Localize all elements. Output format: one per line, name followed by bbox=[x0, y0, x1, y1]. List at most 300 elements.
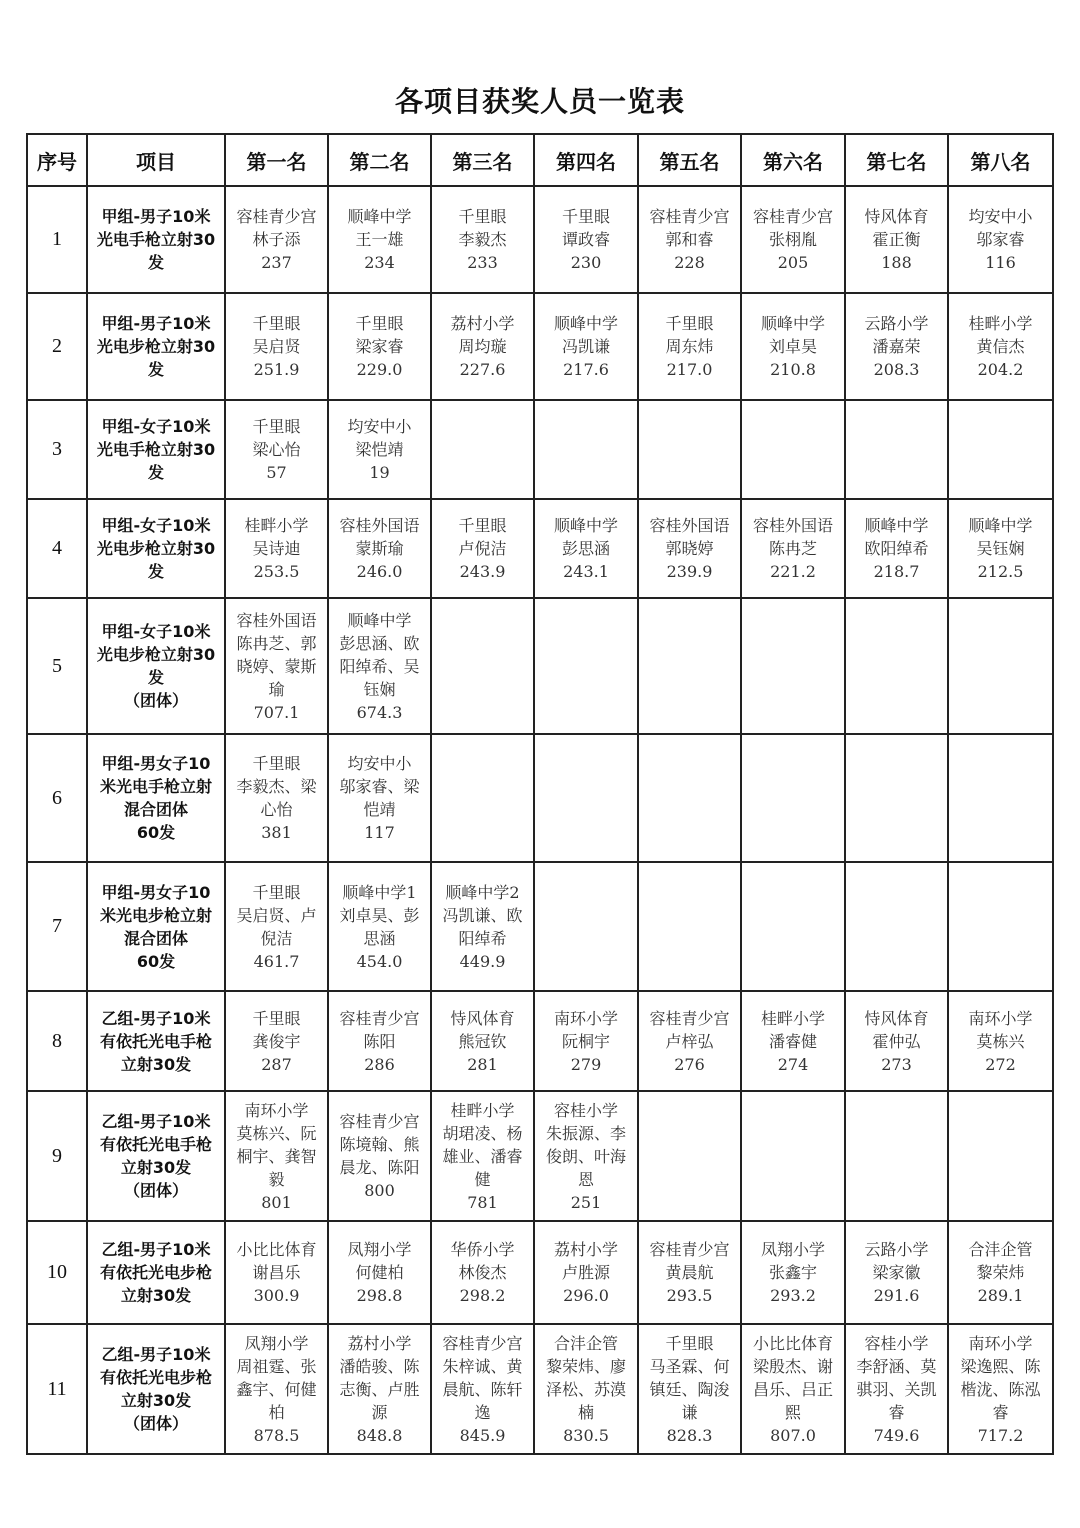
rank-6-cell bbox=[741, 1324, 845, 1454]
table-row bbox=[27, 400, 1053, 499]
athlete-names: 黄晨航 bbox=[665, 1263, 714, 1282]
project-name-line: （团体） bbox=[123, 691, 188, 710]
header-no: 序号 bbox=[27, 134, 87, 186]
project-name-line: 混合团体 bbox=[123, 928, 188, 948]
project-name-line: （团体） bbox=[123, 1181, 188, 1200]
athlete-names: 张栩胤 bbox=[768, 230, 817, 249]
rank-1-cell bbox=[225, 862, 328, 991]
school-name: 顺峰中学 bbox=[347, 207, 412, 226]
school-name: 均安中小 bbox=[347, 754, 412, 773]
score: 117 bbox=[364, 823, 395, 842]
athlete-names: 睿 bbox=[992, 1402, 1009, 1422]
school-name: 南环小学 bbox=[968, 1008, 1033, 1028]
header-project: 项目 bbox=[87, 134, 225, 186]
rank-7-cell bbox=[845, 293, 948, 400]
row-number: 3 bbox=[27, 400, 87, 499]
project-name bbox=[87, 293, 225, 400]
rank-6-cell bbox=[741, 862, 845, 991]
athlete-names: 陈冉芝 bbox=[768, 539, 817, 558]
project-name-line: 发 bbox=[147, 668, 164, 687]
athlete-names: 朱振源、李 bbox=[545, 1123, 626, 1143]
table-row bbox=[27, 1091, 1053, 1221]
athlete-names: 蒙斯瑜 bbox=[355, 539, 404, 558]
table-row bbox=[27, 186, 1053, 293]
school-name: 桂畔小学 bbox=[968, 314, 1033, 333]
athlete-names: 吴启贤 bbox=[252, 337, 301, 356]
row-number: 2 bbox=[27, 293, 87, 400]
school-name: 容桂青少宫 bbox=[442, 1333, 523, 1353]
athlete-names: 谭政睿 bbox=[561, 230, 610, 249]
rank-4-cell bbox=[534, 1324, 638, 1454]
project-name-line: 甲组-女子10米 bbox=[101, 516, 211, 535]
project-name-line: 甲组-女子10米 bbox=[101, 417, 211, 436]
rank-5-cell bbox=[638, 1324, 741, 1454]
school-name: 容桂外国语 bbox=[339, 516, 420, 535]
score: 828.3 bbox=[666, 1425, 713, 1445]
rank-2-cell bbox=[328, 1091, 431, 1221]
score: 717.2 bbox=[977, 1425, 1024, 1445]
rank-1-cell bbox=[225, 1221, 328, 1324]
project-name bbox=[87, 862, 225, 991]
rank-8-cell bbox=[948, 1091, 1053, 1221]
athlete-names: 吴诗迪 bbox=[252, 539, 301, 558]
project-name-line: 甲组-男女子10 bbox=[101, 754, 211, 773]
school-name: 容桂外国语 bbox=[752, 516, 833, 535]
school-name: 千里眼 bbox=[252, 417, 301, 436]
score: 461.7 bbox=[253, 951, 300, 971]
school-name: 容桂青少宫 bbox=[752, 207, 833, 226]
athlete-names: 梁心怡 bbox=[252, 440, 301, 459]
school-name: 合沣企管 bbox=[968, 1240, 1033, 1259]
score: 674.3 bbox=[356, 702, 403, 722]
rank-8-cell bbox=[948, 991, 1053, 1091]
row-number: 11 bbox=[27, 1324, 87, 1454]
school-name: 恃风体育 bbox=[450, 1008, 515, 1028]
project-name-line: 发 bbox=[147, 360, 164, 379]
school-name: 千里眼 bbox=[252, 314, 301, 333]
athlete-names: 梁恺靖 bbox=[355, 440, 404, 459]
header-row bbox=[27, 134, 1053, 186]
athlete-names: 雄业、潘睿 bbox=[442, 1146, 523, 1166]
athlete-names: 陈阳 bbox=[363, 1031, 396, 1051]
athlete-names: 王一雄 bbox=[355, 230, 404, 249]
score: 243.9 bbox=[459, 562, 506, 581]
score: 800 bbox=[364, 1181, 395, 1200]
rank-2-cell bbox=[328, 293, 431, 400]
rank-4-cell bbox=[534, 186, 638, 293]
rank-3-cell bbox=[431, 1324, 534, 1454]
table-row bbox=[27, 991, 1053, 1091]
score: 848.8 bbox=[356, 1425, 403, 1445]
athlete-names: 晨航、陈轩 bbox=[442, 1379, 523, 1399]
athlete-names: 马圣霖、何 bbox=[649, 1356, 730, 1376]
rank-5-cell bbox=[638, 991, 741, 1091]
rank-6-cell bbox=[741, 1221, 845, 1324]
athlete-names: 谦 bbox=[681, 1402, 698, 1422]
athlete-names: 熙 bbox=[784, 1402, 801, 1422]
project-name bbox=[87, 1091, 225, 1221]
project-name-line: 乙组-男子10米 bbox=[101, 1008, 211, 1028]
athlete-names: 霍仲弘 bbox=[872, 1031, 921, 1051]
school-name: 凤翔小学 bbox=[244, 1333, 309, 1353]
project-name-line: 乙组-男子10米 bbox=[101, 1345, 211, 1364]
school-name: 容桂青少宫 bbox=[649, 1240, 730, 1259]
athlete-names: 昌乐、吕正 bbox=[752, 1379, 833, 1399]
score: 217.0 bbox=[666, 360, 713, 379]
athlete-names: 吴钰娴 bbox=[976, 539, 1025, 558]
school-name: 均安中小 bbox=[347, 417, 412, 436]
athlete-names: 逸 bbox=[474, 1402, 491, 1422]
athlete-names: 陈境翰、熊 bbox=[339, 1135, 420, 1154]
project-name-line: 乙组-男子10米 bbox=[101, 1240, 211, 1259]
athlete-names: 恺靖 bbox=[363, 800, 396, 819]
athlete-names: 卢胜源 bbox=[561, 1263, 610, 1282]
school-name: 千里眼 bbox=[665, 1333, 714, 1353]
school-name: 容桂小学 bbox=[864, 1333, 929, 1353]
score: 234 bbox=[364, 253, 395, 272]
rank-5-cell bbox=[638, 862, 741, 991]
athlete-names: 朱梓诚、黄 bbox=[442, 1356, 523, 1376]
athlete-names: 梁家睿 bbox=[355, 337, 404, 356]
score: 188 bbox=[881, 253, 912, 272]
score: 227.6 bbox=[459, 360, 506, 379]
rank-8-cell bbox=[948, 499, 1053, 598]
rank-8-cell bbox=[948, 734, 1053, 862]
school-name: 容桂外国语 bbox=[649, 516, 730, 535]
project-name-line: 60发 bbox=[136, 951, 176, 971]
project-name-line: 甲组-男子10米 bbox=[101, 314, 211, 333]
rank-3-cell bbox=[431, 293, 534, 400]
row-number: 10 bbox=[27, 1221, 87, 1324]
score: 251.9 bbox=[253, 360, 300, 379]
score: 287 bbox=[261, 1054, 292, 1074]
school-name: 荔村小学 bbox=[347, 1333, 412, 1353]
score: 449.9 bbox=[459, 951, 506, 971]
project-name-line: 光电步枪立射30 bbox=[96, 645, 216, 664]
score: 274 bbox=[777, 1054, 809, 1074]
athlete-names: 邬家睿、梁 bbox=[339, 777, 420, 796]
project-name-line: 甲组-男女子10 bbox=[101, 882, 211, 902]
project-name bbox=[87, 1324, 225, 1454]
awards-body bbox=[27, 186, 1053, 1454]
athlete-names: 黄信杰 bbox=[976, 337, 1025, 356]
score: 291.6 bbox=[873, 1286, 920, 1305]
school-name: 顺峰中学 bbox=[553, 516, 618, 535]
rank-2-cell bbox=[328, 991, 431, 1091]
athlete-names: 黎荣炜 bbox=[976, 1263, 1025, 1282]
athlete-names: 潘嘉荣 bbox=[872, 337, 921, 356]
rank-3-cell bbox=[431, 862, 534, 991]
row-number: 5 bbox=[27, 598, 87, 734]
athlete-names: 李舒涵、莫 bbox=[856, 1356, 937, 1376]
project-name bbox=[87, 991, 225, 1091]
athlete-names: 欧阳绰希 bbox=[864, 539, 929, 558]
project-name-line: 有依托光电手枪 bbox=[99, 1031, 212, 1051]
header-rank-8: 第八名 bbox=[948, 134, 1053, 186]
rank-6-cell bbox=[741, 991, 845, 1091]
project-name bbox=[87, 400, 225, 499]
score: 781 bbox=[467, 1192, 498, 1212]
athlete-names: 恩 bbox=[577, 1169, 594, 1189]
score: 205 bbox=[777, 253, 809, 272]
school-name: 千里眼 bbox=[252, 754, 301, 773]
table-row bbox=[27, 1221, 1053, 1324]
athlete-names: 刘卓昊、彭 bbox=[339, 905, 420, 925]
score: 19 bbox=[369, 463, 390, 482]
athlete-names: 倪洁 bbox=[260, 928, 293, 948]
project-name-line: 发 bbox=[147, 562, 164, 581]
rank-6-cell bbox=[741, 734, 845, 862]
score: 57 bbox=[266, 463, 287, 482]
project-name-line: 立射30发 bbox=[120, 1054, 192, 1074]
school-name: 顺峰中学 bbox=[760, 314, 825, 333]
rank-8-cell bbox=[948, 1324, 1053, 1454]
score: 707.1 bbox=[253, 702, 300, 722]
project-name-line: 乙组-男子10米 bbox=[101, 1112, 211, 1131]
school-name: 合沣企管 bbox=[553, 1333, 618, 1353]
athlete-names: 林俊杰 bbox=[458, 1263, 507, 1282]
score: 276 bbox=[674, 1054, 705, 1074]
athlete-names: 潘皓骏、陈 bbox=[339, 1356, 420, 1376]
score: 221.2 bbox=[770, 562, 816, 581]
rank-2-cell bbox=[328, 862, 431, 991]
rank-4-cell bbox=[534, 499, 638, 598]
school-name: 顺峰中学2 bbox=[445, 882, 520, 902]
rank-6-cell bbox=[741, 1091, 845, 1221]
project-name-line: 甲组-女子10米 bbox=[101, 622, 211, 641]
school-name: 云路小学 bbox=[864, 314, 929, 333]
rank-3-cell bbox=[431, 1091, 534, 1221]
athlete-names: 志衡、卢胜 bbox=[339, 1379, 420, 1399]
score: 218.7 bbox=[873, 562, 920, 581]
rank-1-cell bbox=[225, 499, 328, 598]
school-name: 桂畔小学 bbox=[244, 516, 309, 535]
score: 208.3 bbox=[873, 360, 920, 379]
athlete-names: 张鑫宇 bbox=[768, 1263, 817, 1282]
athlete-names: 陈冉芝、郭 bbox=[236, 633, 317, 653]
score: 381 bbox=[261, 823, 292, 842]
rank-1-cell bbox=[225, 598, 328, 734]
school-name: 千里眼 bbox=[252, 882, 301, 902]
school-name: 荔村小学 bbox=[553, 1240, 618, 1259]
school-name: 容桂青少宫 bbox=[339, 1112, 420, 1131]
rank-5-cell bbox=[638, 186, 741, 293]
score: 807.0 bbox=[770, 1425, 816, 1445]
rank-5-cell bbox=[638, 400, 741, 499]
score: 237 bbox=[261, 253, 292, 272]
athlete-names: 桐宇、龚智 bbox=[236, 1146, 317, 1166]
school-name: 南环小学 bbox=[244, 1100, 309, 1120]
school-name: 千里眼 bbox=[665, 314, 714, 333]
score: 251 bbox=[570, 1192, 602, 1212]
score: 228 bbox=[674, 253, 705, 272]
athlete-names: 龚俊宇 bbox=[252, 1031, 301, 1051]
header-rank-4: 第四名 bbox=[534, 134, 638, 186]
row-number: 1 bbox=[27, 186, 87, 293]
score: 239.9 bbox=[666, 562, 713, 581]
rank-7-cell bbox=[845, 1221, 948, 1324]
school-name: 恃风体育 bbox=[864, 1008, 929, 1028]
school-name: 容桂外国语 bbox=[236, 610, 317, 630]
school-name: 南环小学 bbox=[553, 1008, 618, 1028]
school-name: 千里眼 bbox=[355, 314, 404, 333]
header-rank-6: 第六名 bbox=[741, 134, 845, 186]
athlete-names: 熊冠钦 bbox=[458, 1031, 507, 1051]
rank-7-cell bbox=[845, 186, 948, 293]
athlete-names: 健 bbox=[474, 1169, 491, 1189]
athlete-names: 邬家睿 bbox=[976, 230, 1025, 249]
athlete-names: 钰娴 bbox=[363, 679, 396, 699]
rank-1-cell bbox=[225, 400, 328, 499]
athlete-names: 心怡 bbox=[260, 800, 293, 819]
school-name: 荔村小学 bbox=[450, 314, 515, 333]
header-rank-2: 第二名 bbox=[328, 134, 431, 186]
rank-4-cell bbox=[534, 862, 638, 991]
athlete-names: 郭晓婷 bbox=[665, 539, 714, 558]
athlete-names: 瑜 bbox=[268, 679, 285, 699]
project-name-line: 米光电手枪立射 bbox=[99, 777, 212, 796]
school-name: 小比比体育 bbox=[236, 1240, 317, 1259]
athlete-names: 霍正衡 bbox=[872, 230, 921, 249]
score: 749.6 bbox=[873, 1425, 920, 1445]
project-name-line: 有依托光电步枪 bbox=[99, 1368, 212, 1387]
rank-7-cell bbox=[845, 862, 948, 991]
rank-1-cell bbox=[225, 186, 328, 293]
table-row bbox=[27, 499, 1053, 598]
project-name-line: 米光电步枪立射 bbox=[99, 905, 212, 925]
rank-4-cell bbox=[534, 598, 638, 734]
row-number: 7 bbox=[27, 862, 87, 991]
score: 298.2 bbox=[459, 1286, 506, 1305]
project-name-line: 光电步枪立射30 bbox=[96, 539, 216, 558]
athlete-names: 晨龙、陈阳 bbox=[339, 1158, 420, 1177]
athlete-names: 梁逸熙、陈 bbox=[960, 1356, 1041, 1376]
rank-6-cell bbox=[741, 400, 845, 499]
score: 454.0 bbox=[356, 951, 403, 971]
school-name: 顺峰中学 bbox=[968, 516, 1033, 535]
table-row bbox=[27, 862, 1053, 991]
rank-5-cell bbox=[638, 1091, 741, 1221]
athlete-names: 谢昌乐 bbox=[252, 1263, 301, 1282]
project-name-line: （团体） bbox=[123, 1414, 188, 1433]
rank-7-cell bbox=[845, 598, 948, 734]
project-name bbox=[87, 186, 225, 293]
athlete-names: 潘睿健 bbox=[768, 1031, 817, 1051]
project-name-line: 光电手枪立射30 bbox=[96, 440, 216, 459]
row-number: 6 bbox=[27, 734, 87, 862]
score: 217.6 bbox=[563, 360, 609, 379]
rank-3-cell bbox=[431, 598, 534, 734]
school-name: 容桂青少宫 bbox=[236, 207, 317, 226]
athlete-names: 莫栋兴、阮 bbox=[236, 1123, 317, 1143]
school-name: 千里眼 bbox=[458, 516, 507, 535]
score: 300.9 bbox=[253, 1286, 300, 1305]
header-rank-3: 第三名 bbox=[431, 134, 534, 186]
score: 230 bbox=[570, 253, 602, 272]
athlete-names: 梁家徽 bbox=[872, 1263, 921, 1282]
score: 233 bbox=[467, 253, 498, 272]
rank-7-cell bbox=[845, 499, 948, 598]
rank-4-cell bbox=[534, 734, 638, 862]
athlete-names: 楷泷、陈泓 bbox=[960, 1379, 1041, 1399]
athlete-names: 彭思涵、欧 bbox=[339, 633, 420, 653]
athlete-names: 睿 bbox=[888, 1402, 905, 1422]
rank-6-cell bbox=[741, 186, 845, 293]
school-name: 千里眼 bbox=[458, 207, 507, 226]
rank-4-cell bbox=[534, 293, 638, 400]
score: 293.5 bbox=[666, 1286, 713, 1305]
score: 212.5 bbox=[977, 562, 1024, 581]
awards-table bbox=[26, 133, 1054, 1455]
athlete-names: 莫栋兴 bbox=[976, 1031, 1025, 1051]
rank-3-cell bbox=[431, 1221, 534, 1324]
project-name bbox=[87, 598, 225, 734]
rank-2-cell bbox=[328, 186, 431, 293]
score: 830.5 bbox=[563, 1425, 609, 1445]
score: 243.1 bbox=[563, 562, 609, 581]
school-name: 容桂青少宫 bbox=[649, 207, 730, 226]
rank-3-cell bbox=[431, 186, 534, 293]
athlete-names: 晓婷、蒙斯 bbox=[236, 656, 317, 676]
rank-4-cell bbox=[534, 400, 638, 499]
athlete-names: 林子添 bbox=[252, 230, 301, 249]
project-name-line: 发 bbox=[147, 463, 164, 482]
athlete-names: 冯凯谦 bbox=[561, 337, 610, 356]
rank-4-cell bbox=[534, 1221, 638, 1324]
rank-1-cell bbox=[225, 1091, 328, 1221]
rank-5-cell bbox=[638, 499, 741, 598]
score: 246.0 bbox=[356, 562, 403, 581]
score: 296.0 bbox=[563, 1286, 609, 1305]
athlete-names: 柏 bbox=[268, 1402, 285, 1422]
school-name: 南环小学 bbox=[968, 1333, 1033, 1353]
athlete-names: 卢倪洁 bbox=[458, 539, 507, 558]
rank-2-cell bbox=[328, 400, 431, 499]
rank-3-cell bbox=[431, 734, 534, 862]
table-row bbox=[27, 293, 1053, 400]
athlete-names: 黎荣炜、廖 bbox=[545, 1356, 626, 1376]
rank-2-cell bbox=[328, 734, 431, 862]
project-name-line: 立射30发 bbox=[120, 1158, 192, 1177]
rank-7-cell bbox=[845, 734, 948, 862]
athlete-names: 阳绰希、吴 bbox=[339, 656, 420, 676]
header-rank-1: 第一名 bbox=[225, 134, 328, 186]
table-row bbox=[27, 598, 1053, 734]
athlete-names: 李毅杰、梁 bbox=[236, 777, 317, 796]
rank-8-cell bbox=[948, 598, 1053, 734]
rank-1-cell bbox=[225, 991, 328, 1091]
score: 210.8 bbox=[770, 360, 816, 379]
rank-2-cell bbox=[328, 598, 431, 734]
project-name bbox=[87, 499, 225, 598]
project-name bbox=[87, 1221, 225, 1324]
rank-8-cell bbox=[948, 293, 1053, 400]
row-number: 4 bbox=[27, 499, 87, 598]
school-name: 容桂青少宫 bbox=[649, 1008, 730, 1028]
project-name-line: 有依托光电手枪 bbox=[99, 1135, 212, 1154]
athlete-names: 李毅杰 bbox=[458, 230, 507, 249]
table-row bbox=[27, 1324, 1053, 1454]
project-name bbox=[87, 734, 225, 862]
athlete-names: 思涵 bbox=[363, 928, 396, 948]
school-name: 顺峰中学1 bbox=[342, 882, 417, 902]
athlete-names: 镇廷、陶浚 bbox=[649, 1379, 730, 1399]
rank-3-cell bbox=[431, 991, 534, 1091]
project-name-line: 发 bbox=[147, 253, 164, 272]
athlete-names: 周祖霆、张 bbox=[236, 1356, 317, 1376]
school-name: 顺峰中学 bbox=[864, 516, 929, 535]
score: 289.1 bbox=[977, 1286, 1024, 1305]
